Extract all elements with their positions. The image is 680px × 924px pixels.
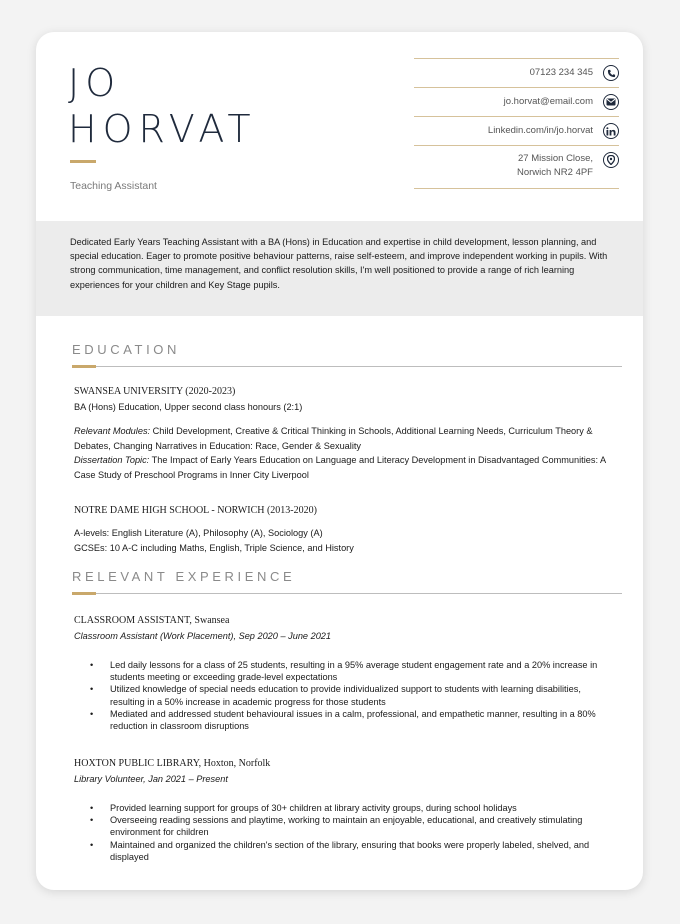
linkedin-text[interactable]: Linkedin.com/in/jo.horvat [487,125,593,136]
contact-address [414,145,619,189]
list-item: • Utilized knowledge of special needs education to provide individualized support to students with learning disabilities, resulting in a 50% increase in academic progress for those students [74,683,614,707]
contact-block [414,58,619,189]
list-item: • Overseeing reading sessions and playtime, working to maintain an enjoyable, educational, and creatively stimulating environment for children [74,814,614,838]
job-1-title: CLASSROOM ASSISTANT, Swansea [74,615,230,626]
first-name: JO [68,61,122,105]
summary-text: Dedicated Early Years Teaching Assistant with a BA (Hons) in Education and expertise in child development, lesson planning, and special education. Eager to promote positive behaviour patterns, raise self-esteem, and improve independent working in pupils. With strong communication, time management, and conflict resolution skills, I'm well positioned to provide a range of rich learning experiences for your children and Key Stage pupils. [70,237,608,290]
job-2-subtitle [74,772,614,787]
address-text [517,146,593,180]
phone-text[interactable]: 07123 234 345 [529,67,593,78]
job-2-subtitle-text: Library Volunteer, Jan 2021 – Present [74,774,228,784]
education-school-1: SWANSEA UNIVERSITY (2020-2023) [74,386,236,397]
address-line-2: Norwich NR2 4PF [516,167,593,178]
email-icon [603,94,619,110]
education-accent-line [72,365,96,368]
education-divider [72,366,622,367]
candidate-name [68,60,257,152]
dissertation-text: The Impact of Early Years Education on Language and Literacy Development in Disadvantaged Communities: A Case Study of Preschool Programs in Inner City Liverpool [74,455,606,480]
resume-page [36,32,643,890]
list-item: • Led daily lessons for a class of 25 students, resulting in a 95% average student engagement rate and a 20% increase in students meeting or exceeding grade-level expectations [74,659,614,683]
experience-accent-line [72,592,96,595]
modules-label: Relevant Modules: [74,426,151,436]
address-line-1: 27 Mission Close, [518,153,593,164]
experience-divider [72,593,622,594]
linkedin-icon [603,123,619,139]
education-gcses: GCSEs: 10 A-C including Maths, English, Triple Science, and History [74,543,354,553]
job-1-bullets [74,659,614,732]
education-modules [74,424,614,482]
contact-linkedin [414,116,619,145]
name-accent-line [70,160,96,163]
contact-phone [414,58,619,87]
list-item: • Maintained and organized the children's section of the library, ensuring that books were properly labeled, shelved, and displayed [74,839,614,863]
education-alevels: A-levels: English Literature (A), Philosophy (A), Sociology (A) [74,528,323,538]
list-item: • Mediated and addressed student behavioural issues in a calm, professional, and empathetic manner, resulting in a 80% reduction in classroom disruptions [74,708,614,732]
education-degree-1: BA (Hons) Education, Upper second class honours (2:1) [74,402,303,412]
phone-icon [603,65,619,81]
job-title: Teaching Assistant [70,180,157,192]
location-pin-icon [603,152,619,168]
experience-heading: RELEVANT EXPERIENCE [72,569,296,584]
job-1-subtitle-text: Classroom Assistant (Work Placement), Sep 2020 – June 2021 [74,631,332,641]
job-2-bullets [74,802,614,863]
profile-summary [36,221,643,316]
job-1-subtitle [74,629,614,644]
education-school-2: NOTRE DAME HIGH SCHOOL - NORWICH (2013-2020) [74,505,317,516]
list-item: • Provided learning support for groups of 30+ children at library activity groups, during school holidays [74,802,614,814]
modules-text: Child Development, Creative & Critical Thinking in Schools, Additional Learning Needs, Curriculum Theory & Debates, Changing Narratives in Education: Race, Gender & Sexuality [74,426,593,451]
email-text[interactable]: jo.horvat@email.com [503,96,593,107]
last-name: HORVAT [68,107,257,151]
dissertation-label: Dissertation Topic: [74,455,150,465]
contact-email [414,87,619,116]
job-2-title: HOXTON PUBLIC LIBRARY, Hoxton, Norfolk [74,758,271,769]
education-heading: EDUCATION [72,342,180,357]
